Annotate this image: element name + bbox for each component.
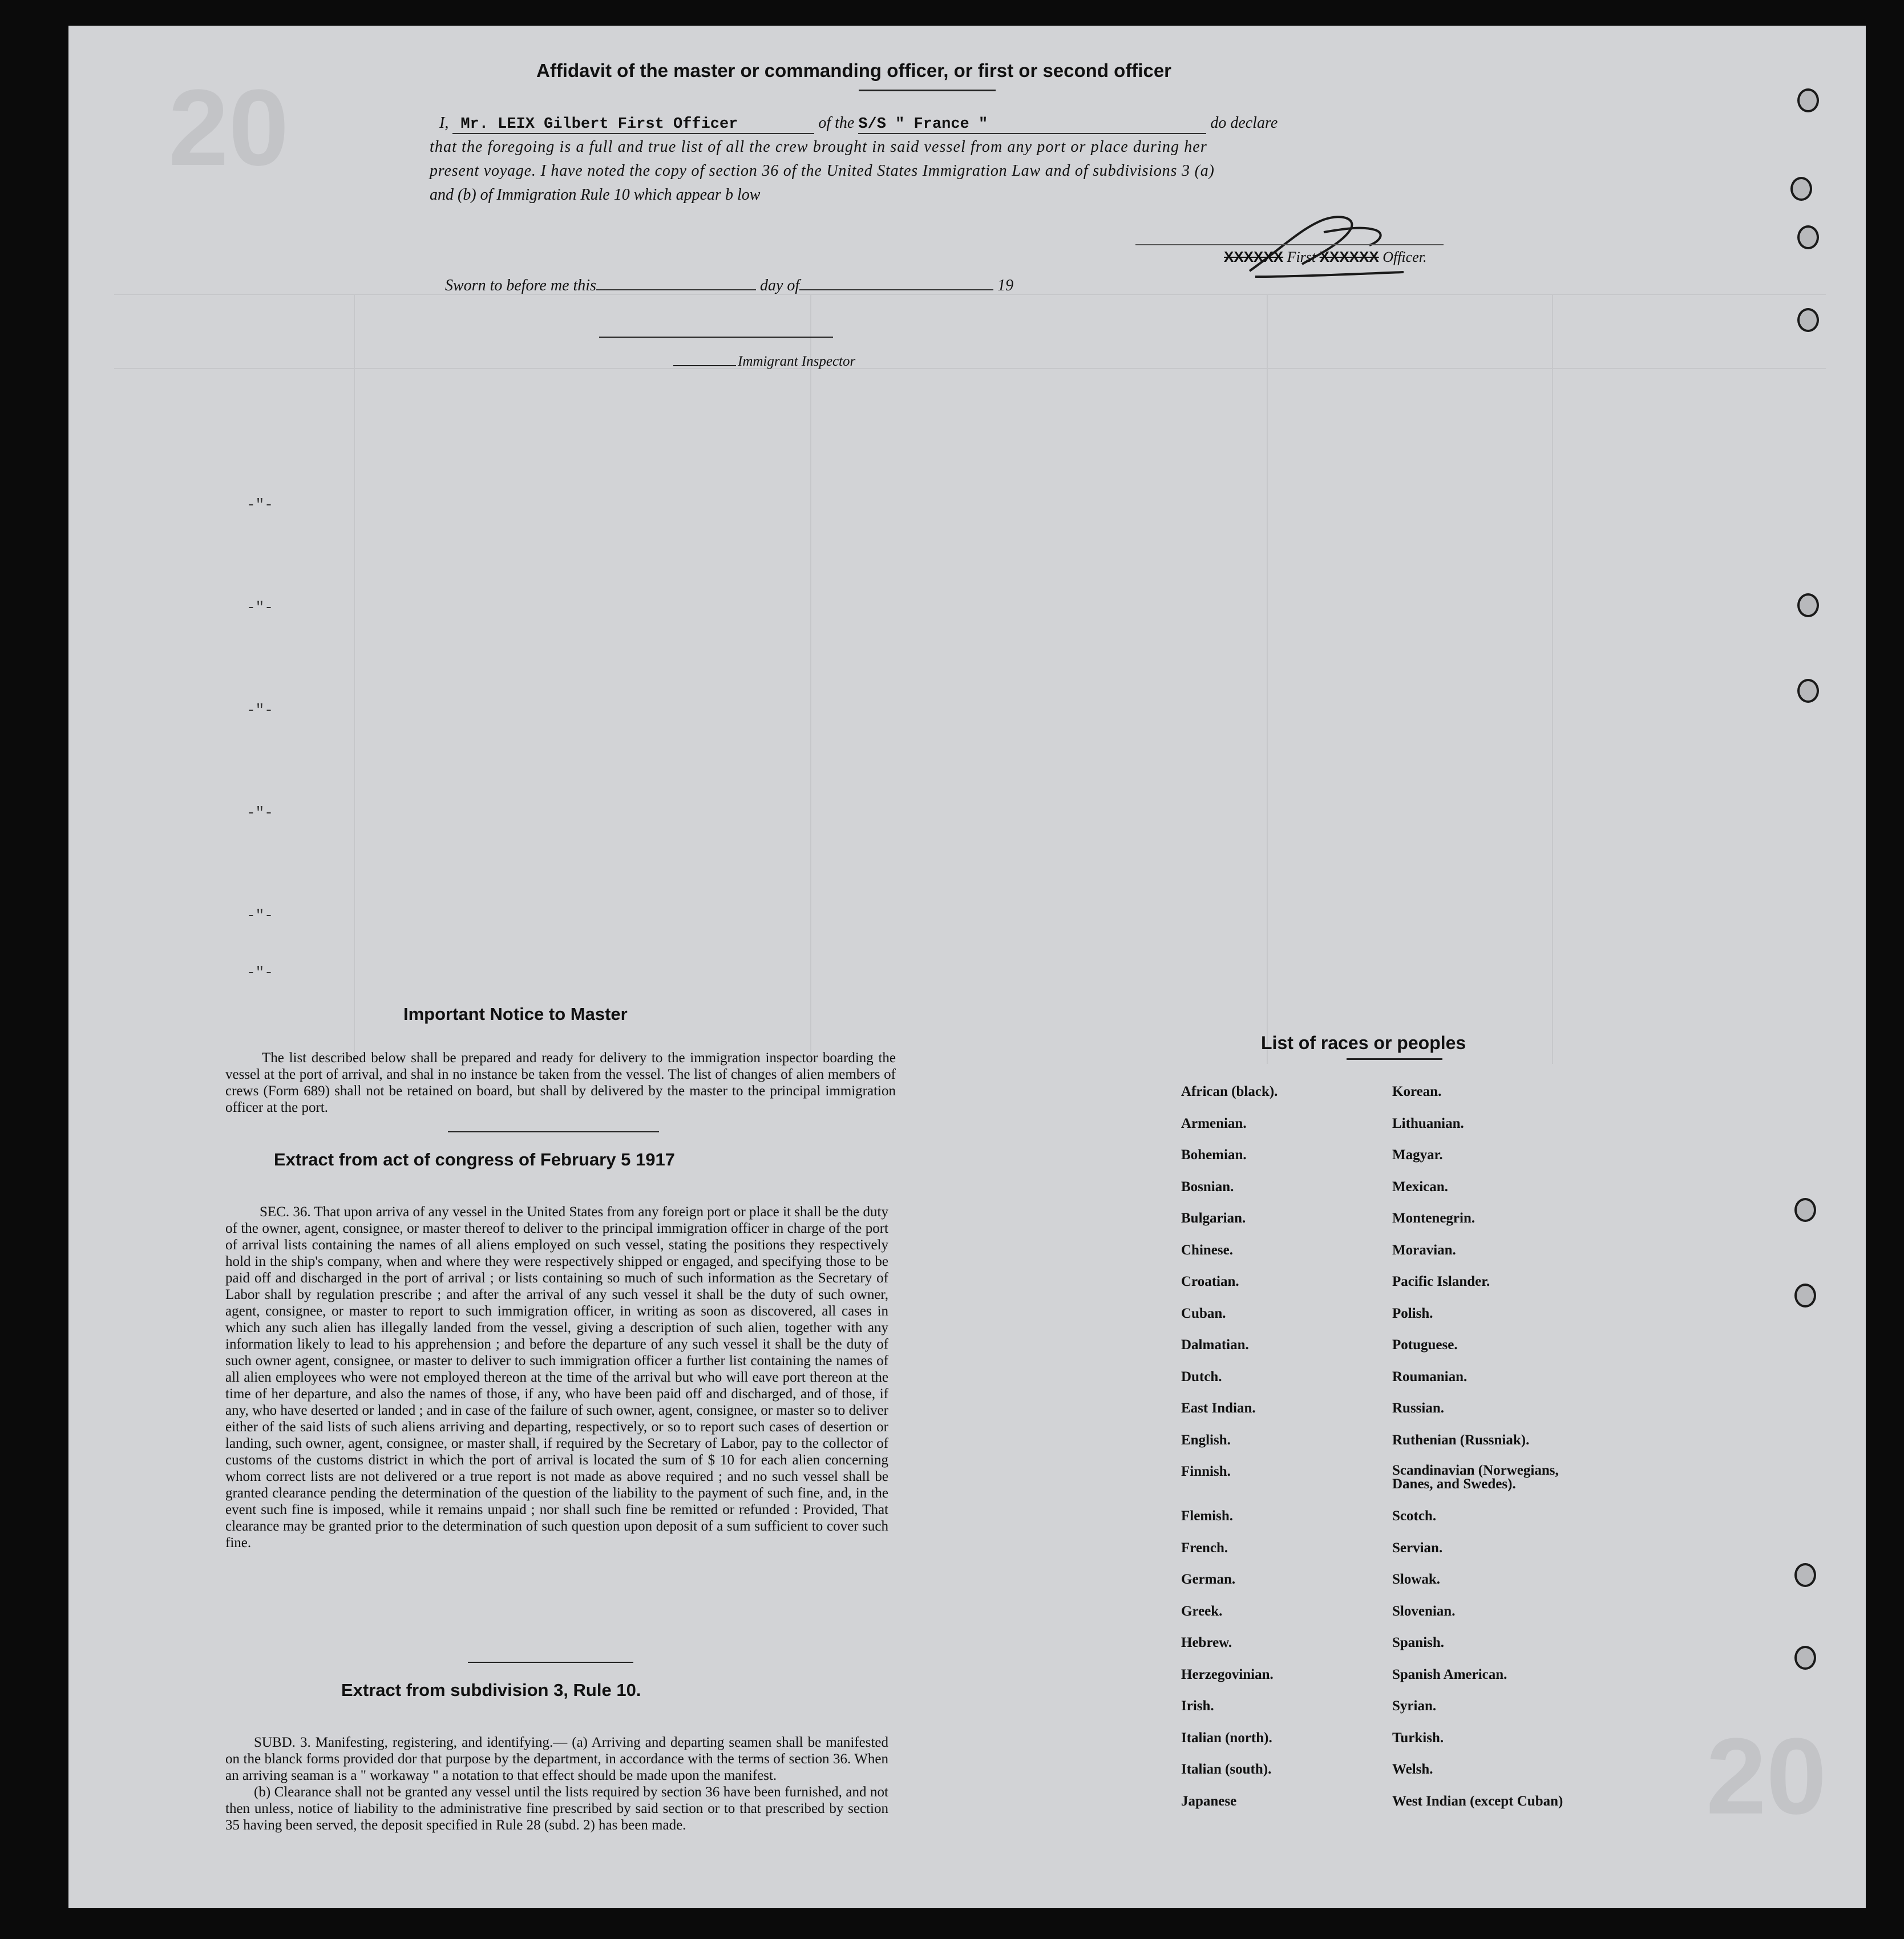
race-item: German. xyxy=(1181,1572,1236,1587)
do-declare-label: do declare xyxy=(1210,114,1278,132)
title-underline xyxy=(859,90,996,91)
act-text xyxy=(225,1204,888,1551)
rule-paragraph-a: SUBD. 3. Manifesting, registering, and identifying.— (a) Arriving and departing seamen shall be manifested on the blanck forms provided dor that purpose by the department, in accordance with the terms of section 36. When an arriving seaman is a " workaway " a notation to that effect should be made upon the manifest. xyxy=(225,1735,888,1783)
race-item: East Indian. xyxy=(1181,1400,1256,1416)
race-item: Irish. xyxy=(1181,1698,1214,1714)
bleed-through-page-number: 20 xyxy=(168,67,289,188)
sworn-day-field xyxy=(596,289,756,290)
race-item: Korean. xyxy=(1392,1084,1442,1099)
race-item: West Indian (except Cuban) xyxy=(1392,1793,1563,1809)
manifest-page xyxy=(68,26,1866,1908)
race-item: Italian (north). xyxy=(1181,1730,1272,1746)
sig-officer-label: Officer. xyxy=(1382,249,1427,265)
declaration-line-3: present voyage. I have noted the copy of section 36 of the United States Immigration Law and of subdivisions 3 (a) xyxy=(430,162,1215,180)
binder-hole xyxy=(1797,308,1819,332)
race-item: Syrian. xyxy=(1392,1698,1437,1714)
binder-hole xyxy=(1797,679,1819,703)
race-item: Scandinavian (Norwegians, Danes, and Swedes). xyxy=(1392,1463,1559,1492)
rule-text xyxy=(225,1734,888,1833)
ditto-mark: -"- xyxy=(246,496,273,513)
binder-hole xyxy=(1794,1563,1816,1587)
notice-text xyxy=(225,1050,896,1116)
races-title-underline xyxy=(1347,1058,1442,1060)
ditto-mark: -"- xyxy=(246,907,273,924)
sig-first-label: First xyxy=(1287,249,1316,265)
binder-hole xyxy=(1790,177,1812,201)
inspector-label: Immigrant Inspector xyxy=(738,354,856,369)
declarant-name: Mr. LEIX Gilbert First Officer xyxy=(452,116,814,134)
act-title: Extract from act of congress of February 5 1917 xyxy=(274,1149,675,1169)
race-item: Servian. xyxy=(1392,1540,1443,1556)
of-the-label: of the xyxy=(818,114,855,132)
struck-title-2: XXXXXX xyxy=(1319,248,1379,265)
race-item: Dutch. xyxy=(1181,1369,1222,1385)
race-item: Chinese. xyxy=(1181,1242,1233,1258)
race-item: Roumanian. xyxy=(1392,1369,1468,1385)
races-title: List of races or peoples xyxy=(1261,1033,1466,1053)
notice-title: Important Notice to Master xyxy=(403,1004,628,1024)
race-item: Welsh. xyxy=(1392,1762,1433,1777)
race-item: Armenian. xyxy=(1181,1115,1247,1131)
race-item: Greek. xyxy=(1181,1603,1223,1619)
officer-signature xyxy=(1238,197,1409,294)
race-item: Slowak. xyxy=(1392,1572,1441,1587)
signature-caption xyxy=(1224,248,1426,266)
declaration-line-4: and (b) of Immigration Rule 10 which appear b low xyxy=(430,186,761,204)
race-item: Lithuanian. xyxy=(1392,1115,1464,1131)
race-item: Turkish. xyxy=(1392,1730,1444,1746)
race-item: Slovenian. xyxy=(1392,1603,1456,1619)
race-item: Ruthenian (Russniak). xyxy=(1392,1432,1530,1448)
race-item: Bohemian. xyxy=(1181,1147,1247,1163)
race-item: Italian (south). xyxy=(1181,1762,1272,1777)
rule-paragraph-b: (b) Clearance shall not be granted any vessel until the lists required by section 36 have been furnished, and not then unless, notice of liability to the administrative fine prescribed by said section or to that prescribed by section 35 having been served, the deposit specified in Rule 28 (subd. 2) has been made. xyxy=(225,1784,888,1833)
binder-hole xyxy=(1797,225,1819,249)
binder-hole xyxy=(1794,1646,1816,1670)
act-paragraph: SEC. 36. That upon arriva of any vessel in the United States from any foreign port or place it shall be the duty of the owner, agent, consignee, or master thereof to deliver to the principal immigration officer in charge of the port of arrival lists containing the names of all aliens employed on such vessel, stating the positions they respectively hold in the ship's company, when and where they were respectively shipped or engaged, and specifying those to be paid off and discharged in the port of arrival ; or lists containing so much of such information as the Secretary of Labor shall by regulation prescribe ; and after the arrival of any such vessel it shall be the duty of such owner, agent, consignee, or master to report to such immigration officer, in writing as soon as discovered, all cases in which any such alien has illegally landed from the vessel, giving a description of such alien, together with any information likely to lead to his apprehension ; and before the departure of any such vessel it shall be the duty of such owner agent, consignee, or master to deliver to such immigration officer a further list containing the names of all alien employees who were not employed thereon at the time of the arrival but who will eave port thereon at the time of her departure, and also the names of those, if any, who have been paid off and discharged, and of those, if any, who have deserted or landed ; and in case of the failure of such owner, agent, consignee, or master so to deliver either of the said lists of such aliens arriving and departing, respectively, or so to report such cases of desertion or landing, such owner, agent, consignee, or master shall, if required by the Secretary of Labor, pay to the collector of customs of the customs district in which the port of arrival is located the sum of $ 10 for each alien concerning whom correct lists are not delivered or a true report is not made as above required ; and no such vessel shall be granted clearance pending the determination of the question of the liability to the payment of such fine, and, in the event such fine is imposed, while it remains unpaid ; nor shall such fine be remitted or refunded : Provided, That clearance may be granted prior to the determination of such question upon deposit of a sum sufficient to cover such fine. xyxy=(225,1204,888,1551)
race-item: Japanese xyxy=(1181,1793,1237,1809)
ditto-mark: -"- xyxy=(246,804,273,821)
race-item: Herzegovinian. xyxy=(1181,1666,1274,1682)
race-item: Polish. xyxy=(1392,1305,1433,1321)
sworn-line xyxy=(445,277,1013,295)
race-item: Croatian. xyxy=(1181,1274,1239,1289)
declaration-line-1 xyxy=(439,114,1278,134)
signature-line xyxy=(1135,244,1444,245)
race-item: Cuban. xyxy=(1181,1305,1226,1321)
binder-hole xyxy=(1797,88,1819,112)
ditto-mark: -"- xyxy=(246,964,273,981)
affidavit-title: Affidavit of the master or commanding officer, or first or second officer xyxy=(536,60,1172,81)
race-item: Bosnian. xyxy=(1181,1179,1234,1195)
sworn-label: Sworn to before me this xyxy=(445,277,596,294)
bleed-through-page-number-bottom: 20 xyxy=(1706,1716,1827,1837)
bleed-through-rule xyxy=(1267,294,1268,1064)
ditto-mark: -"- xyxy=(246,702,273,719)
race-item: Spanish American. xyxy=(1392,1666,1507,1682)
notice-paragraph: The list described below shall be prepared and ready for delivery to the immigration inspector boarding the vessel at the port of arrival, and shal in no instance be taken from the vessel. The list of changes of alien members of crews (Form 689) shall not be retained on board, but shall by delivered by the master to the principal immigration officer at the port. xyxy=(225,1050,896,1115)
race-item: Finnish. xyxy=(1181,1464,1231,1479)
race-item: Magyar. xyxy=(1392,1147,1443,1163)
rule-divider xyxy=(468,1662,633,1663)
race-item: Hebrew. xyxy=(1181,1635,1232,1650)
race-item: African (black). xyxy=(1181,1084,1278,1099)
struck-title: XXXXXX xyxy=(1224,248,1284,265)
binder-hole xyxy=(1794,1284,1816,1307)
bleed-through-rule xyxy=(354,294,355,1064)
race-item: Pacific Islander. xyxy=(1392,1274,1490,1289)
notice-divider xyxy=(448,1131,659,1132)
race-item: Russian. xyxy=(1392,1400,1445,1416)
year-label: 19 xyxy=(997,277,1014,294)
rule-title: Extract from subdivision 3, Rule 10. xyxy=(341,1680,641,1700)
race-item: Mexican. xyxy=(1392,1179,1448,1195)
race-item: Montenegrin. xyxy=(1392,1211,1476,1226)
i-label: I, xyxy=(439,114,449,132)
inspector-caption-line xyxy=(673,365,736,366)
binder-hole xyxy=(1797,593,1819,617)
ditto-mark: -"- xyxy=(246,599,273,616)
bleed-through-rule xyxy=(114,368,1826,369)
race-item: English. xyxy=(1181,1432,1231,1448)
inspector-signature-line xyxy=(599,337,833,338)
race-item: Dalmatian. xyxy=(1181,1337,1249,1353)
race-item: Flemish. xyxy=(1181,1508,1233,1524)
bleed-through-rule xyxy=(810,294,811,1064)
race-item: Scotch. xyxy=(1392,1508,1437,1524)
declaration-line-2: that the foregoing is a full and true list of all the crew brought in said vessel from any port or place during her xyxy=(430,138,1207,156)
binder-hole xyxy=(1794,1198,1816,1222)
race-item: French. xyxy=(1181,1540,1228,1556)
race-item: Bulgarian. xyxy=(1181,1211,1246,1226)
bleed-through-rule xyxy=(1552,294,1553,1064)
race-item: Moravian. xyxy=(1392,1242,1456,1258)
race-item: Potuguese. xyxy=(1392,1337,1458,1353)
vessel-name: S/S " France " xyxy=(858,116,1206,134)
race-item: Spanish. xyxy=(1392,1635,1445,1650)
sworn-month-field xyxy=(799,289,993,290)
day-of-label: day of xyxy=(759,277,800,294)
